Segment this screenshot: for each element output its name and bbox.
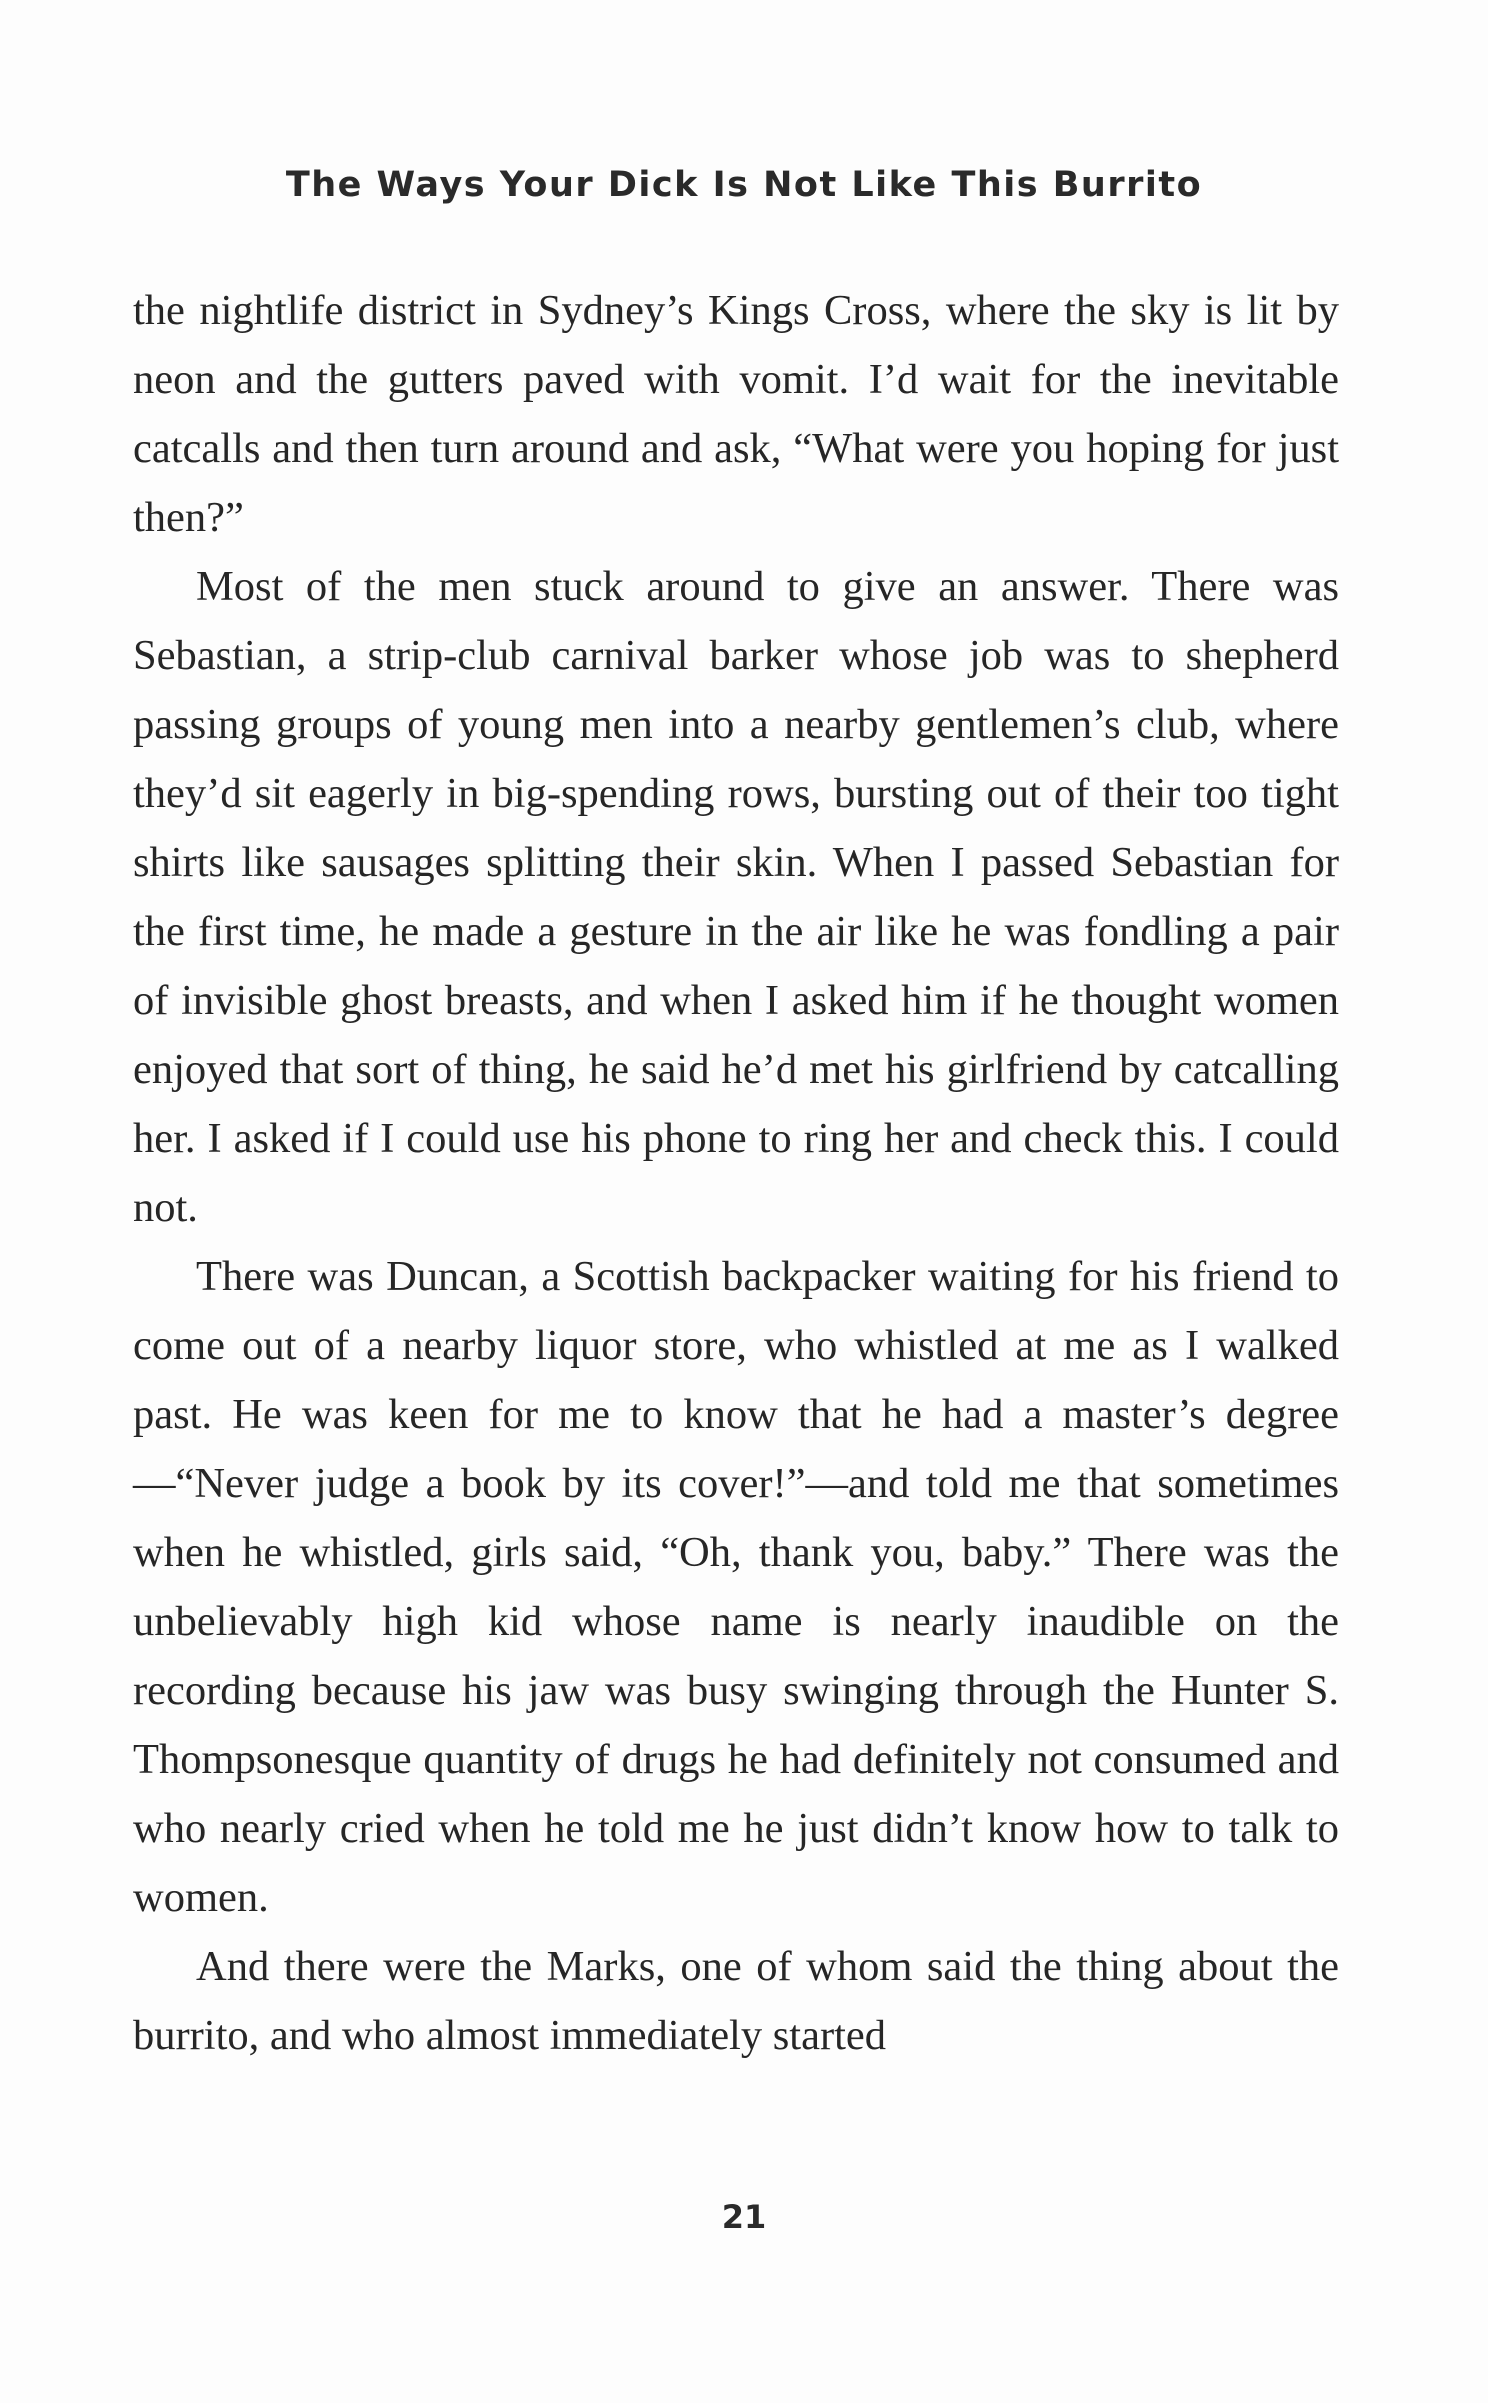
paragraph-4: And there were the Marks, one of whom said the thing about the burrito, and who almost immediately started [133,1943,1339,2059]
body-text [133,276,1339,2070]
paragraph-2: Most of the men stuck around to give an answer. There was Sebastian, a strip-club carnival barker whose job was to shepherd passing groups of young men into a nearby gentlemen’s club, where they’d sit eagerly in big-spending rows, bursting out of their too tight shirts like sausages splitting their skin. When I passed Sebastian for the first time, he made a gesture in the air like he was fondling a pair of invisible ghost breasts, and when I asked him if he thought women enjoyed that sort of thing, he said he’d met his girlfriend by catcalling her. I asked if I could use his phone to ring her and check this. I could not. [133,563,1339,1231]
page-number: 21 [721,2198,767,2236]
paragraph-1: the nightlife district in Sydney’s Kings Cross, where the sky is lit by neon and the gutters paved with vomit. I’d wait for the inevitable catcalls and then turn around and ask, “What were you hoping for just then?” [133,287,1339,541]
running-head: The Ways Your Dick Is Not Like This Burrito [285,165,1203,205]
paragraph-3: There was Duncan, a Scottish backpacker waiting for his friend to come out of a nearby liquor store, who whistled at me as I walked past. He was keen for me to know that he had a master’s degree—“Never judge a book by its cover!”—and told me that sometimes when he whistled, girls said, “Oh, thank you, baby.” There was the unbelievably high kid whose name is nearly inaudible on the recording because his jaw was busy swinging through the Hunter S. Thompsonesque quantity of drugs he had definitely not consumed and who nearly cried when he told me he just didn’t know how to talk to women. [133,1253,1339,1921]
